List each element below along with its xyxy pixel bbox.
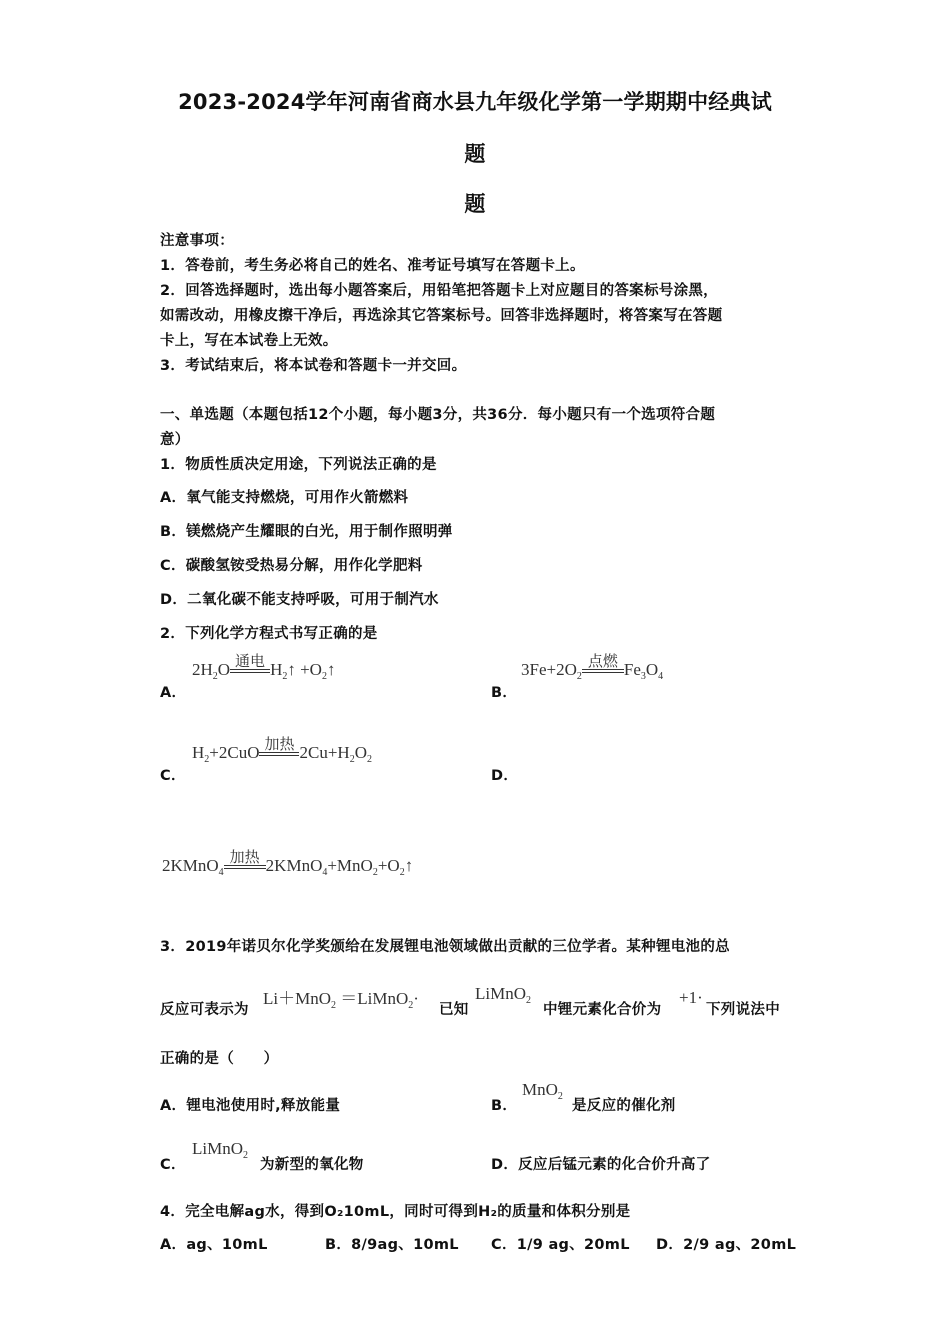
- question-3-stem-line-3: 正确的是（ ）: [160, 1051, 279, 1067]
- question-3-option-a[interactable]: A．锂电池使用时,释放能量: [160, 1098, 341, 1114]
- eq-dot: ·: [413, 989, 419, 1008]
- eq-reactant: 3Fe+2O: [521, 660, 577, 679]
- question-3-option-b-text[interactable]: 是反应的催化剂: [572, 1098, 676, 1114]
- eq-subscript: 2: [331, 1000, 336, 1011]
- eq-subscript: 2: [243, 1150, 248, 1161]
- question-2-option-b-equation[interactable]: [521, 654, 663, 682]
- reaction-condition: [224, 850, 266, 878]
- eq-subscript: 2: [408, 1000, 414, 1011]
- eq-reactant: 2KMnO: [162, 856, 219, 875]
- question-3-compound: [475, 984, 531, 1006]
- eq-arrow: ↑: [404, 856, 414, 875]
- eq-subscript: 2: [282, 671, 288, 682]
- question-2-option-c-label[interactable]: C．: [160, 768, 186, 784]
- notice-heading: 注意事项：: [160, 233, 234, 249]
- reaction-condition: [582, 654, 624, 682]
- eq-reactant: +2CuO: [209, 743, 260, 762]
- eq-subscript: 2: [526, 995, 531, 1006]
- eq-product: O: [645, 660, 659, 679]
- eq-subscript: 4: [218, 867, 224, 878]
- eq-product: +MnO: [327, 856, 373, 875]
- reaction-condition: [259, 737, 299, 765]
- page-title-continued: 题: [464, 142, 486, 166]
- condition-label: 加热: [229, 848, 260, 866]
- eq-subscript: 3: [640, 671, 646, 682]
- question-3-option-c-formula[interactable]: [192, 1139, 248, 1161]
- question-1-option-c[interactable]: C．碳酸氢铵受热易分解，用作化学肥料: [160, 558, 423, 574]
- eq-subscript: 2: [557, 1091, 563, 1102]
- eq-subscript: 2: [576, 671, 582, 682]
- question-3-stem-line-2d: 下列说法中: [706, 1002, 780, 1018]
- question-3-option-c-text[interactable]: 为新型的氧化物: [260, 1157, 364, 1173]
- eq-product: O: [354, 743, 367, 762]
- eq-product: +O: [377, 856, 400, 875]
- question-3-option-b-formula[interactable]: [522, 1080, 563, 1102]
- eq-reactant: O: [217, 660, 231, 679]
- question-3-option-d[interactable]: D．反应后锰元素的化合价升高了: [491, 1157, 711, 1173]
- question-3-valence: +1·: [679, 988, 703, 1007]
- eq-product: Fe: [623, 660, 641, 679]
- question-4-stem: 4．完全电解ag水，得到O₂10mL，同时可得到H₂的质量和体积分别是: [160, 1204, 631, 1220]
- question-4-option-b[interactable]: B．8/9ag、10mL: [325, 1237, 459, 1253]
- question-2-option-d-equation[interactable]: [162, 850, 413, 878]
- eq-text: LiMnO: [192, 1139, 243, 1158]
- question-3-stem-line-2b: 已知: [439, 1002, 469, 1018]
- eq-text: MnO: [522, 1080, 558, 1099]
- eq-text: ＝LiMnO: [336, 989, 409, 1008]
- question-4-option-d[interactable]: D．2/9 ag、20mL: [656, 1237, 797, 1253]
- question-1-option-b[interactable]: B．镁燃烧产生耀眼的白光，用于制作照明弹: [160, 524, 453, 540]
- eq-subscript: 4: [322, 867, 328, 878]
- notice-item-2-line-2: 如需改动，用橡皮擦干净后，再选涂其它答案标号。回答非选择题时，将答案写在答题: [160, 308, 723, 324]
- question-2-option-b-label[interactable]: B．: [491, 685, 518, 701]
- eq-product: 2KMnO: [265, 856, 323, 875]
- eq-product: ↑ +O: [287, 660, 322, 679]
- reaction-condition: [230, 654, 270, 682]
- question-1-option-d[interactable]: D．二氧化碳不能支持呼吸，可用于制汽水: [160, 592, 439, 608]
- section-heading-continued: 意）: [160, 432, 190, 448]
- eq-reactant: H: [192, 743, 205, 762]
- question-3-option-c-label[interactable]: C．: [160, 1157, 186, 1173]
- section-heading: 一、单选题（本题包括12个小题，每小题3分，共36分．每小题只有一个选项符合题: [160, 407, 716, 423]
- question-2-option-c-equation[interactable]: [192, 737, 372, 765]
- eq-arrow: ↑: [326, 660, 336, 679]
- eq-product: H: [270, 660, 283, 679]
- question-3-reaction-equation: [263, 984, 419, 1011]
- question-1-stem: 1．物质性质决定用途，下列说法正确的是: [160, 457, 437, 473]
- eq-subscript: 2: [212, 671, 218, 682]
- eq-reactant: 2H: [192, 660, 213, 679]
- notice-item-2-line-1: 2．回答选择题时，选出每小题答案后，用铅笔把答题卡上对应题目的答案标号涂黑，: [160, 283, 718, 299]
- question-4-option-c[interactable]: C．1/9 ag、20mL: [491, 1237, 630, 1253]
- question-4-option-a[interactable]: A．ag、10mL: [160, 1237, 268, 1253]
- condition-label: 点燃: [587, 652, 618, 670]
- question-2-option-d-label[interactable]: D．: [491, 768, 519, 784]
- eq-subscript: 2: [399, 867, 405, 878]
- eq-subscript: 2: [349, 754, 355, 765]
- question-2-option-a-label[interactable]: A．: [160, 685, 187, 701]
- eq-subscript: 2: [204, 754, 210, 765]
- notice-item-1: 1．答卷前，考生务必将自己的姓名、准考证号填写在答题卡上。: [160, 258, 585, 274]
- notice-item-3: 3．考试结束后，将本试卷和答题卡一并交回。: [160, 358, 467, 374]
- condition-label: 通电: [235, 652, 266, 670]
- page-title-repeat: 题: [464, 192, 486, 216]
- eq-subscript: 2: [321, 671, 327, 682]
- eq-text: Li＋MnO: [263, 989, 331, 1008]
- question-3-stem-line-2a: 反应可表示为: [160, 1002, 249, 1018]
- condition-label: 加热: [264, 735, 295, 753]
- question-3-option-b-label[interactable]: B．: [491, 1098, 518, 1114]
- page-title: 2023-2024学年河南省商水县九年级化学第一学期期中经典试: [178, 90, 772, 114]
- eq-product: 2Cu+H: [299, 743, 350, 762]
- question-1-option-a[interactable]: A．氧气能支持燃烧，可用作火箭燃料: [160, 490, 409, 506]
- question-2-option-a-equation[interactable]: [192, 654, 335, 682]
- eq-subscript: 2: [366, 754, 372, 765]
- eq-subscript: 2: [372, 867, 378, 878]
- question-3-stem-line-1: 3．2019年诺贝尔化学奖颁给在发展锂电池领域做出贡献的三位学者。某种锂电池的总: [160, 939, 730, 955]
- notice-item-2-line-3: 卡上，写在本试卷上无效。: [160, 333, 338, 349]
- eq-subscript: 4: [658, 671, 664, 682]
- question-3-stem-line-2c: 中锂元素化合价为: [543, 1002, 662, 1018]
- question-2-stem: 2．下列化学方程式书写正确的是: [160, 626, 378, 642]
- eq-text: LiMnO: [475, 984, 526, 1003]
